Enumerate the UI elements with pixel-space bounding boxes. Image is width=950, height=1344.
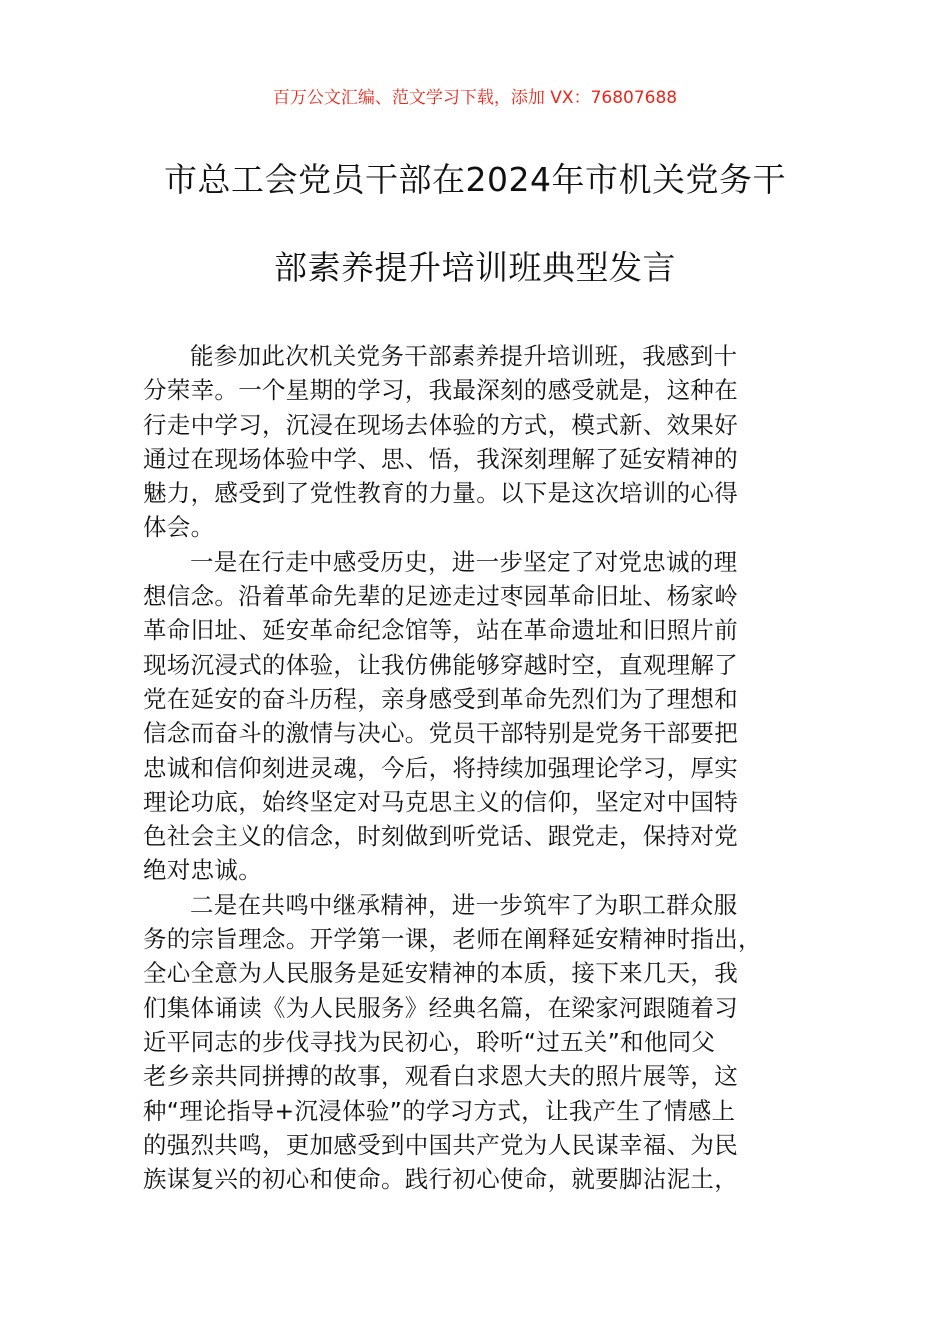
paragraph-line: 通过在现场体验中学、思、悟，我深刻理解了延安精神的	[143, 444, 738, 473]
paragraph-line: 理论功底，始终坚定对马克思主义的信仰，坚定对中国特	[143, 787, 738, 816]
paragraph-line: 务的宗旨理念。开学第一课，老师在阐释延安精神时指出，	[143, 925, 762, 954]
paragraph-line: 绝对忠诚。	[143, 856, 262, 885]
paragraph-line: 行走中学习，沉浸在现场去体验的方式，模式新、效果好	[143, 410, 738, 439]
document-title-line-1: 市总工会党员干部在2024年市机关党务干	[164, 160, 786, 199]
paragraph-line: 信念而奋斗的激情与决心。党员干部特别是党务干部要把	[143, 719, 738, 748]
paragraph-line: 分荣幸。一个星期的学习，我最深刻的感受就是，这种在	[143, 376, 738, 405]
paragraph-line: 二是在共鸣中继承精神，进一步筑牢了为职工群众服	[190, 890, 738, 919]
header-note: 百万公文汇编、范文学习下载，添加 VX：76807688	[272, 88, 678, 108]
paragraph-line: 色社会主义的信念，时刻做到听党话、跟党走，保持对党	[143, 822, 738, 851]
paragraph-line: 一是在行走中感受历史，进一步坚定了对党忠诚的理	[190, 547, 738, 576]
paragraph-line: 族谋复兴的初心和使命。践行初心使命，就要脚沾泥土，	[143, 1165, 738, 1194]
paragraph-line: 魅力，感受到了党性教育的力量。以下是这次培训的心得	[143, 479, 738, 508]
paragraph-line: 们集体诵读《为人民服务》经典名篇，在梁家河跟随着习	[143, 993, 738, 1022]
paragraph-line: 的强烈共鸣，更加感受到中国共产党为人民谋幸福、为民	[143, 1130, 738, 1159]
document-body	[143, 339, 811, 1196]
paragraph-line: 革命旧址、延安革命纪念馆等，站在革命遗址和旧照片前	[143, 616, 738, 645]
paragraph-line: 忠诚和信仰刻进灵魂，今后，将持续加强理论学习，厚实	[143, 753, 738, 782]
paragraph-line: 能参加此次机关党务干部素养提升培训班，我感到十	[190, 342, 738, 370]
paragraph-line: 想信念。沿着革命先辈的足迹走过枣园革命旧址、杨家岭	[143, 582, 738, 611]
document-title-line-2: 部素养提升培训班典型发言	[274, 248, 676, 287]
paragraph-line: 近平同志的步伐寻找为民初心，聆听“过五关”和他同父	[143, 1027, 716, 1056]
paragraph-line: 党在延安的奋斗历程，亲身感受到革命先烈们为了理想和	[143, 684, 738, 713]
paragraph-line: 体会。	[143, 513, 215, 542]
paragraph-line: 老乡亲共同拼搏的故事，观看白求恩大夫的照片展等，这	[143, 1062, 738, 1091]
paragraph-line: 全心全意为人民服务是延安精神的本质，接下来几天，我	[143, 959, 738, 988]
paragraph-line: 现场沉浸式的体验，让我仿佛能够穿越时空，直观理解了	[143, 650, 738, 679]
paragraph-line: 种“理论指导+沉浸体验”的学习方式，让我产生了情感上	[143, 1096, 736, 1125]
